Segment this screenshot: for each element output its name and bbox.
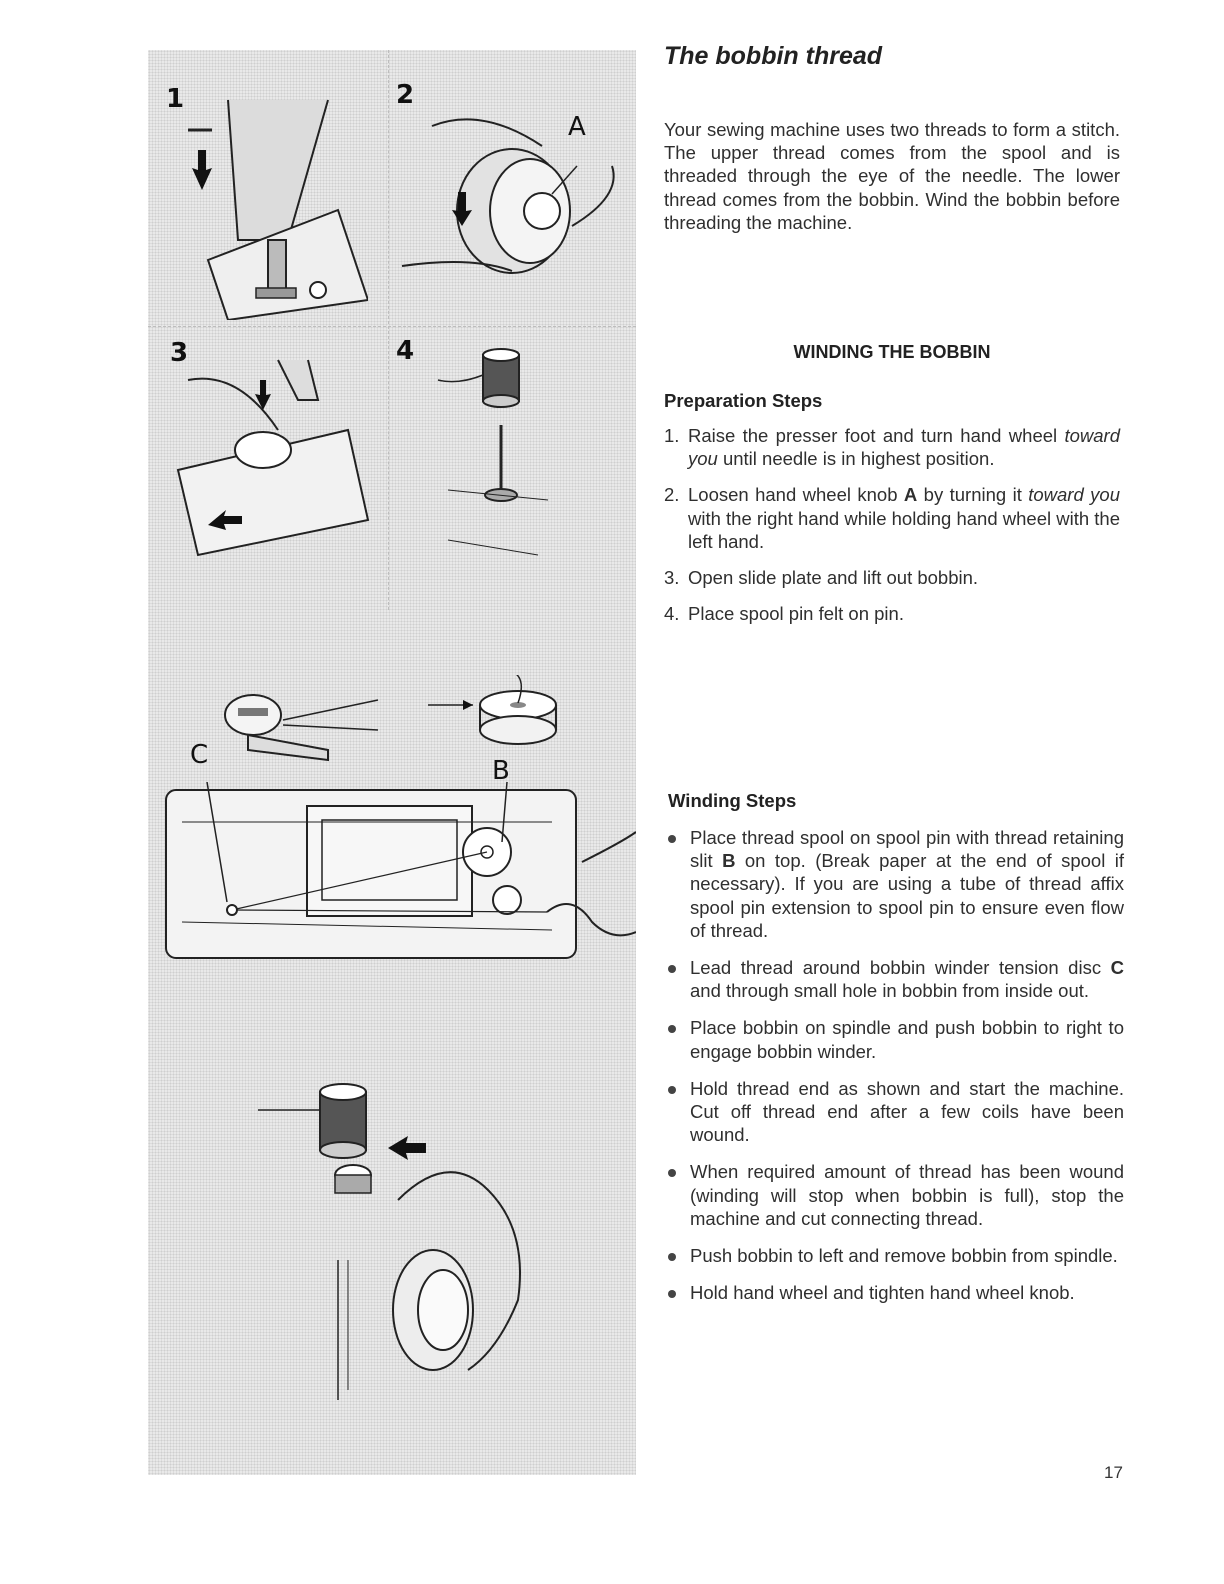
winding-step: Push bobbin to left and remove bobbin from spindle. xyxy=(668,1244,1124,1267)
bullet-icon xyxy=(668,1086,676,1094)
winding-step: When required amount of thread has been wound (winding will stop when bobbin is full), stop the machine and cut connecting thread. xyxy=(668,1160,1124,1230)
preparation-step: 4. Place spool pin felt on pin. xyxy=(664,603,904,625)
page-title: The bobbin thread xyxy=(664,42,883,70)
bullet-icon xyxy=(668,1290,676,1298)
preparation-steps-list xyxy=(664,424,1120,638)
winding-step: Hold thread end as shown and start the machine. Cut off thread end after a few coils have been wound. xyxy=(668,1077,1124,1147)
callout-c: C xyxy=(190,740,209,770)
preparation-step: 3. Open slide plate and lift out bobbin. xyxy=(664,567,979,589)
winding-hand-illustration xyxy=(248,1070,548,1400)
winding-step: Lead thread around bobbin winder tension disc C and through small hole in bobbin from inside out. xyxy=(668,956,1124,1002)
winding-step: Place bobbin on spindle and push bobbin to right to engage bobbin winder. xyxy=(668,1016,1124,1062)
illustration-panel xyxy=(148,50,636,1475)
bobbin-illustration xyxy=(428,675,568,765)
slide-plate-illustration xyxy=(168,340,388,560)
winding-steps-list xyxy=(668,826,1124,1318)
panel-divider xyxy=(148,326,636,327)
callout-b: B xyxy=(492,756,510,786)
figure-label-2: 2 xyxy=(396,80,415,110)
spool-pin-illustration xyxy=(398,340,628,580)
winding-heading: Winding Steps xyxy=(668,790,797,811)
figure-label-3: 3 xyxy=(170,338,189,368)
bullet-icon xyxy=(668,1025,676,1033)
preparation-step: 1. Raise the presser foot and turn hand wheel toward you until needle is in highest position. xyxy=(664,425,1120,470)
winding-step: Hold hand wheel and tighten hand wheel knob. xyxy=(668,1281,1124,1304)
preparation-heading: Preparation Steps xyxy=(664,390,823,411)
callout-a: A xyxy=(568,112,586,142)
winding-step: Place thread spool on spool pin with thread retaining slit B on top. (Break paper at the end of spool if necessary). If you are using a tube of thread affix spool pin extension to spool pin to ensure even flow of thread. xyxy=(668,826,1124,942)
bullet-icon xyxy=(668,1169,676,1177)
page-number: 17 xyxy=(1104,1463,1123,1482)
figure-label-1: 1 xyxy=(166,84,185,114)
panel-divider xyxy=(388,50,389,610)
intro-paragraph: Your sewing machine uses two threads to form a stitch. The upper thread comes from the spool and is threaded through the eye of the needle. The lower thread comes from the bobbin. Wind the bobbin before threading the machine. xyxy=(664,119,1120,233)
section-heading: WINDING THE BOBBIN xyxy=(793,342,991,362)
bullet-icon xyxy=(668,1253,676,1261)
tension-disc-illustration xyxy=(208,670,388,780)
machine-top-view-illustration xyxy=(162,782,636,962)
hand-wheel-illustration xyxy=(392,106,636,316)
preparation-step: 2. Loosen hand wheel knob A by turning it toward you with the right hand while holding hand wheel with the left hand. xyxy=(664,484,1120,552)
bullet-icon xyxy=(668,965,676,973)
figure-label-4: 4 xyxy=(396,336,415,366)
bullet-icon xyxy=(668,835,676,843)
presser-foot-illustration xyxy=(168,90,368,320)
